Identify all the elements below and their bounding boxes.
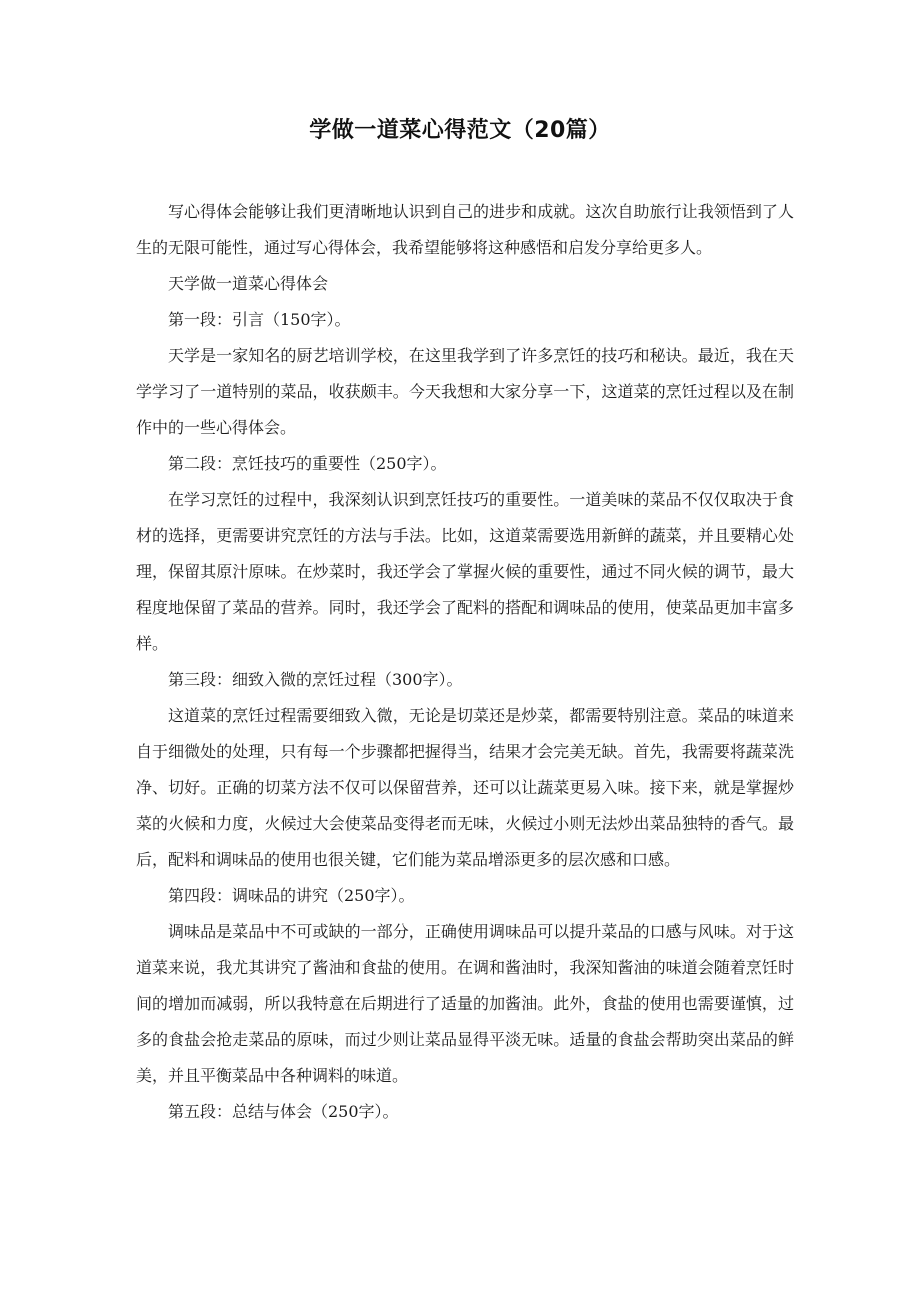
paragraph-section-2: 在学习烹饪的过程中，我深刻认识到烹饪技巧的重要性。一道美味的菜品不仅仅取决于食材的选择，更需要讲究烹饪的方法与手法。比如，这道菜需要选用新鲜的蔬菜，并且要精心处理，保留其原汁原味。在炒菜时，我还学会了掌握火候的重要性，通过不同火候的调节，最大程度地保留了菜品的营养。同时，我还学会了配料的搭配和调味品的使用，使菜品更加丰富多样。 xyxy=(136,490,794,653)
section-heading-4: 第四段：调味品的讲究（250字）。 xyxy=(168,886,415,905)
paragraph-subtitle: 天学做一道菜心得体会 xyxy=(168,274,329,293)
paragraph-intro: 写心得体会能够让我们更清晰地认识到自己的进步和成就。这次自助旅行让我领悟到了人生的无限可能性，通过写心得体会，我希望能够将这种感悟和启发分享给更多人。 xyxy=(136,202,794,257)
paragraph-section-1: 天学是一家知名的厨艺培训学校，在这里我学到了许多烹饪的技巧和秘诀。最近，我在天学学习了一道特别的菜品，收获颇丰。今天我想和大家分享一下，这道菜的烹饪过程以及在制作中的一些心得体会。 xyxy=(136,346,794,437)
section-heading-2: 第二段：烹饪技巧的重要性（250字）。 xyxy=(168,454,447,473)
section-heading-5: 第五段：总结与体会（250字）。 xyxy=(168,1102,399,1121)
section-heading-1: 第一段：引言（150字）。 xyxy=(168,310,351,329)
document-title: 学做一道菜心得范文（20篇） xyxy=(309,118,611,143)
document-body xyxy=(136,194,794,1130)
section-heading-3: 第三段：细致入微的烹饪过程（300字）。 xyxy=(168,670,463,689)
paragraph-section-3: 这道菜的烹饪过程需要细致入微，无论是切菜还是炒菜，都需要特别注意。菜品的味道来自于细微处的处理，只有每一个步骤都把握得当，结果才会完美无缺。首先，我需要将蔬菜洗净、切好。正确的切菜方法不仅可以保留营养，还可以让蔬菜更易入味。接下来，就是掌握炒菜的火候和力度，火候过大会使菜品变得老而无味，火候过小则无法炒出菜品独特的香气。最后，配料和调味品的使用也很关键，它们能为菜品增添更多的层次感和口感。 xyxy=(136,706,794,869)
paragraph-section-4: 调味品是菜品中不可或缺的一部分，正确使用调味品可以提升菜品的口感与风味。对于这道菜来说，我尤其讲究了酱油和食盐的使用。在调和酱油时，我深知酱油的味道会随着烹饪时间的增加而减弱，所以我特意在后期进行了适量的加酱油。此外，食盐的使用也需要谨慎，过多的食盐会抢走菜品的原味，而过少则让菜品显得平淡无味。适量的食盐会帮助突出菜品的鲜美，并且平衡菜品中各种调料的味道。 xyxy=(136,922,794,1085)
